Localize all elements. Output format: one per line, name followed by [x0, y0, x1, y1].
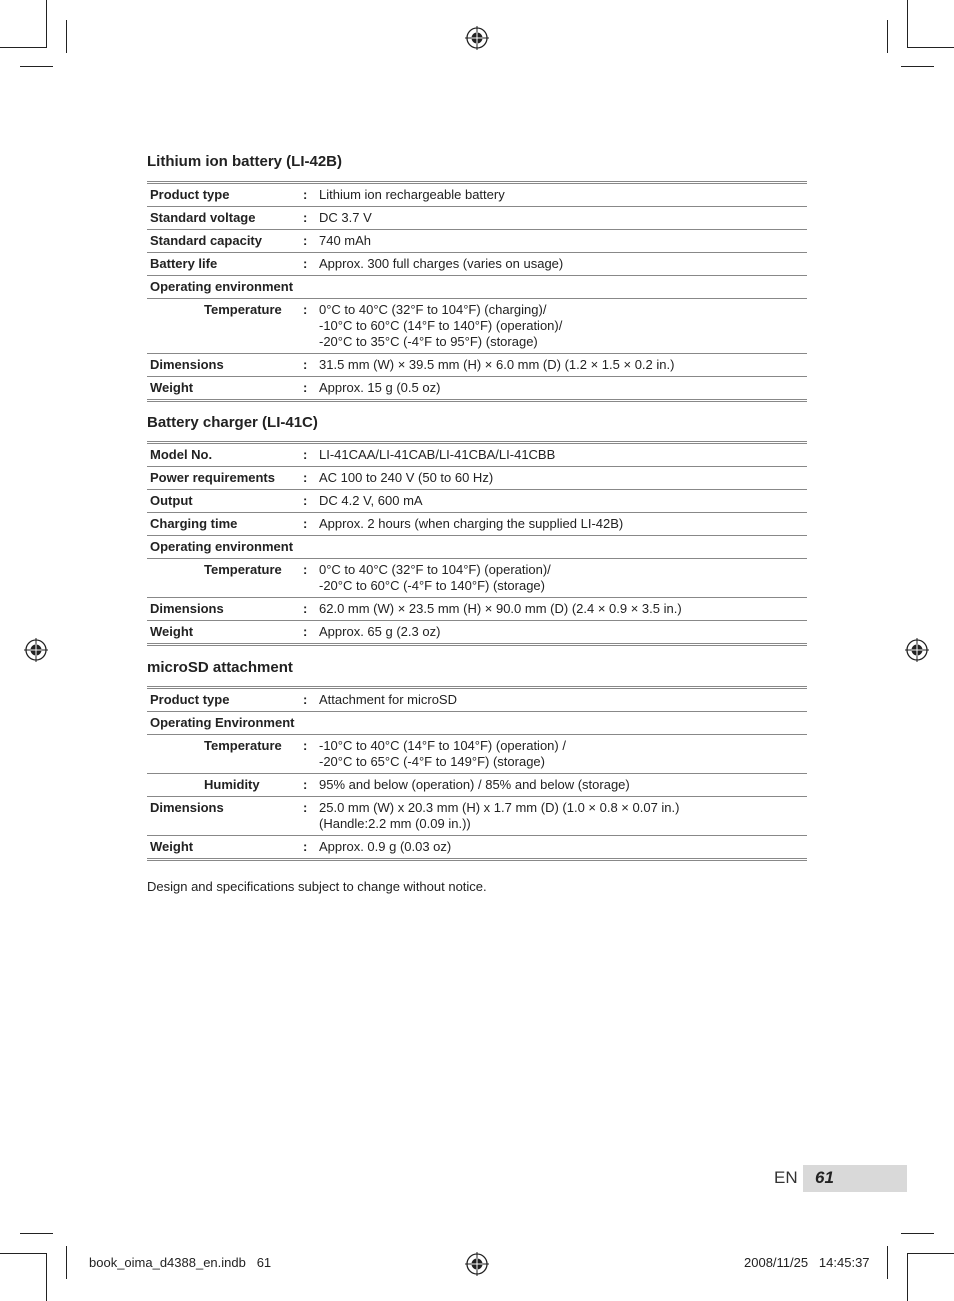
- spec-label: Weight: [147, 377, 303, 401]
- spec-value: [313, 712, 807, 735]
- spec-value-line: (Handle:2.2 mm (0.09 in.)): [319, 816, 471, 831]
- spec-value-line: Approx. 15 g (0.5 oz): [319, 380, 441, 395]
- spec-value: [313, 207, 807, 230]
- spec-value-line: Approx. 2 hours (when charging the supplied LI-42B): [319, 516, 624, 531]
- spec-label: Standard voltage: [147, 207, 303, 230]
- spec-value-line: AC 100 to 240 V (50 to 60 Hz): [319, 470, 494, 485]
- spec-value: [313, 276, 807, 299]
- spec-value-line: -20°C to 65°C (-4°F to 149°F) (storage): [319, 754, 545, 769]
- spec-row: [147, 735, 807, 774]
- crop-mark: [46, 1254, 47, 1301]
- spec-value-line: Approx. 0.9 g (0.03 oz): [319, 839, 452, 854]
- spec-row: [147, 183, 807, 207]
- spec-value: [313, 774, 807, 797]
- spec-separator: :: [303, 621, 313, 645]
- spec-table-charger: [147, 441, 807, 646]
- crop-mark: [20, 1233, 53, 1234]
- spec-label: Operating environment: [147, 276, 303, 299]
- spec-row: [147, 836, 807, 860]
- spec-row: [147, 513, 807, 536]
- spec-value-line: -10°C to 60°C (14°F to 140°F) (operation)/: [319, 318, 563, 333]
- spec-separator: :: [303, 443, 313, 467]
- registration-mark-icon: [465, 1252, 489, 1276]
- spec-row: [147, 774, 807, 797]
- spec-separator: [303, 536, 313, 559]
- section-title-charger: Battery charger (LI-41C): [147, 414, 318, 431]
- crop-mark: [907, 1254, 908, 1301]
- spec-row: [147, 688, 807, 712]
- crop-mark: [887, 1246, 888, 1279]
- spec-separator: :: [303, 230, 313, 253]
- spec-separator: :: [303, 774, 313, 797]
- spec-separator: [303, 712, 313, 735]
- spec-value: [313, 513, 807, 536]
- crop-mark: [901, 1233, 934, 1234]
- spec-table-microsd: [147, 686, 807, 861]
- spec-separator: :: [303, 183, 313, 207]
- spec-row: [147, 253, 807, 276]
- spec-separator: :: [303, 513, 313, 536]
- spec-row: [147, 443, 807, 467]
- spec-value-line: 0°C to 40°C (32°F to 104°F) (charging)/: [319, 302, 547, 317]
- spec-value: [313, 299, 807, 354]
- spec-value: [313, 688, 807, 712]
- spec-label: Dimensions: [147, 598, 303, 621]
- spec-sublabel: Temperature: [147, 559, 303, 598]
- spec-separator: :: [303, 467, 313, 490]
- crop-mark: [66, 20, 67, 53]
- spec-value: [313, 536, 807, 559]
- spec-value-line: 31.5 mm (W) × 39.5 mm (H) × 6.0 mm (D) (1.2 × 1.5 × 0.2 in.): [319, 357, 675, 372]
- spec-value: [313, 443, 807, 467]
- footer-timestamp: 2008/11/25 14:45:37: [744, 1255, 870, 1270]
- spec-separator: :: [303, 207, 313, 230]
- spec-label: Power requirements: [147, 467, 303, 490]
- spec-label: Product type: [147, 688, 303, 712]
- spec-separator: :: [303, 490, 313, 513]
- spec-label: Weight: [147, 836, 303, 860]
- spec-value: [313, 253, 807, 276]
- spec-value-line: -10°C to 40°C (14°F to 104°F) (operation) /: [319, 738, 566, 753]
- crop-mark: [907, 1253, 954, 1254]
- crop-mark: [887, 20, 888, 53]
- spec-table-battery: [147, 181, 807, 402]
- spec-value-line: Lithium ion rechargeable battery: [319, 187, 505, 202]
- spec-label: Dimensions: [147, 354, 303, 377]
- spec-value-line: LI-41CAA/LI-41CAB/LI-41CBA/LI-41CBB: [319, 447, 556, 462]
- spec-value-line: Approx. 300 full charges (varies on usage): [319, 256, 564, 271]
- spec-separator: :: [303, 836, 313, 860]
- spec-label: Dimensions: [147, 797, 303, 836]
- crop-mark: [0, 1253, 47, 1254]
- page-number-box: [803, 1165, 907, 1192]
- spec-separator: :: [303, 299, 313, 354]
- crop-mark: [46, 0, 47, 47]
- spec-label: Battery life: [147, 253, 303, 276]
- spec-label: Output: [147, 490, 303, 513]
- crop-mark: [20, 66, 53, 67]
- spec-row: [147, 467, 807, 490]
- spec-value: [313, 735, 807, 774]
- spec-label: Model No.: [147, 443, 303, 467]
- spec-value: [313, 183, 807, 207]
- spec-value: [313, 354, 807, 377]
- spec-sublabel: Temperature: [147, 299, 303, 354]
- spec-value: [313, 377, 807, 401]
- spec-value: [313, 559, 807, 598]
- crop-mark: [907, 47, 954, 48]
- spec-label: Standard capacity: [147, 230, 303, 253]
- spec-row: [147, 598, 807, 621]
- spec-row: [147, 354, 807, 377]
- spec-value-line: Approx. 65 g (2.3 oz): [319, 624, 441, 639]
- spec-row: [147, 299, 807, 354]
- spec-separator: :: [303, 253, 313, 276]
- spec-value-line: Attachment for microSD: [319, 692, 457, 707]
- crop-mark: [907, 0, 908, 47]
- spec-value-line: DC 4.2 V, 600 mA: [319, 493, 423, 508]
- crop-mark: [0, 47, 47, 48]
- spec-row: [147, 797, 807, 836]
- spec-row: [147, 230, 807, 253]
- spec-separator: [303, 276, 313, 299]
- registration-mark-icon: [905, 638, 929, 662]
- spec-label: Operating Environment: [147, 712, 303, 735]
- spec-label: Product type: [147, 183, 303, 207]
- spec-row: [147, 207, 807, 230]
- spec-separator: :: [303, 797, 313, 836]
- spec-row: [147, 490, 807, 513]
- crop-mark: [66, 1246, 67, 1279]
- page-number: 61: [815, 1168, 834, 1187]
- spec-value-line: -20°C to 35°C (-4°F to 95°F) (storage): [319, 334, 538, 349]
- spec-separator: :: [303, 598, 313, 621]
- registration-mark-icon: [465, 26, 489, 50]
- spec-row: [147, 276, 807, 299]
- spec-value-line: 0°C to 40°C (32°F to 104°F) (operation)/: [319, 562, 551, 577]
- spec-separator: :: [303, 559, 313, 598]
- spec-value: [313, 490, 807, 513]
- spec-value: [313, 230, 807, 253]
- spec-separator: :: [303, 735, 313, 774]
- spec-row: [147, 621, 807, 645]
- language-label: EN: [774, 1168, 798, 1187]
- spec-value-line: -20°C to 60°C (-4°F to 140°F) (storage): [319, 578, 545, 593]
- spec-row: [147, 559, 807, 598]
- spec-value-line: 95% and below (operation) / 85% and below (storage): [319, 777, 630, 792]
- spec-value-line: 62.0 mm (W) × 23.5 mm (H) × 90.0 mm (D) (2.4 × 0.9 × 3.5 in.): [319, 601, 682, 616]
- spec-row: [147, 536, 807, 559]
- registration-mark-icon: [24, 638, 48, 662]
- section-title-microsd: microSD attachment: [147, 659, 293, 676]
- spec-sublabel: Temperature: [147, 735, 303, 774]
- spec-value-line: DC 3.7 V: [319, 210, 372, 225]
- spec-separator: :: [303, 377, 313, 401]
- spec-label: Operating environment: [147, 536, 303, 559]
- spec-separator: :: [303, 354, 313, 377]
- spec-row: [147, 377, 807, 401]
- spec-label: Weight: [147, 621, 303, 645]
- spec-value-line: 25.0 mm (W) x 20.3 mm (H) x 1.7 mm (D) (1.0 × 0.8 × 0.07 in.): [319, 800, 680, 815]
- spec-separator: :: [303, 688, 313, 712]
- footer-file-info: book_oima_d4388_en.indb 61: [89, 1255, 272, 1270]
- spec-value: [313, 621, 807, 645]
- spec-value: [313, 797, 807, 836]
- spec-value: [313, 836, 807, 860]
- disclaimer-note: Design and specifications subject to change without notice.: [147, 879, 487, 894]
- spec-value: [313, 467, 807, 490]
- spec-sublabel: Humidity: [147, 774, 303, 797]
- spec-value: [313, 598, 807, 621]
- spec-row: [147, 712, 807, 735]
- spec-value-line: 740 mAh: [319, 233, 372, 248]
- spec-label: Charging time: [147, 513, 303, 536]
- crop-mark: [901, 66, 934, 67]
- section-title-battery: Lithium ion battery (LI-42B): [147, 153, 342, 170]
